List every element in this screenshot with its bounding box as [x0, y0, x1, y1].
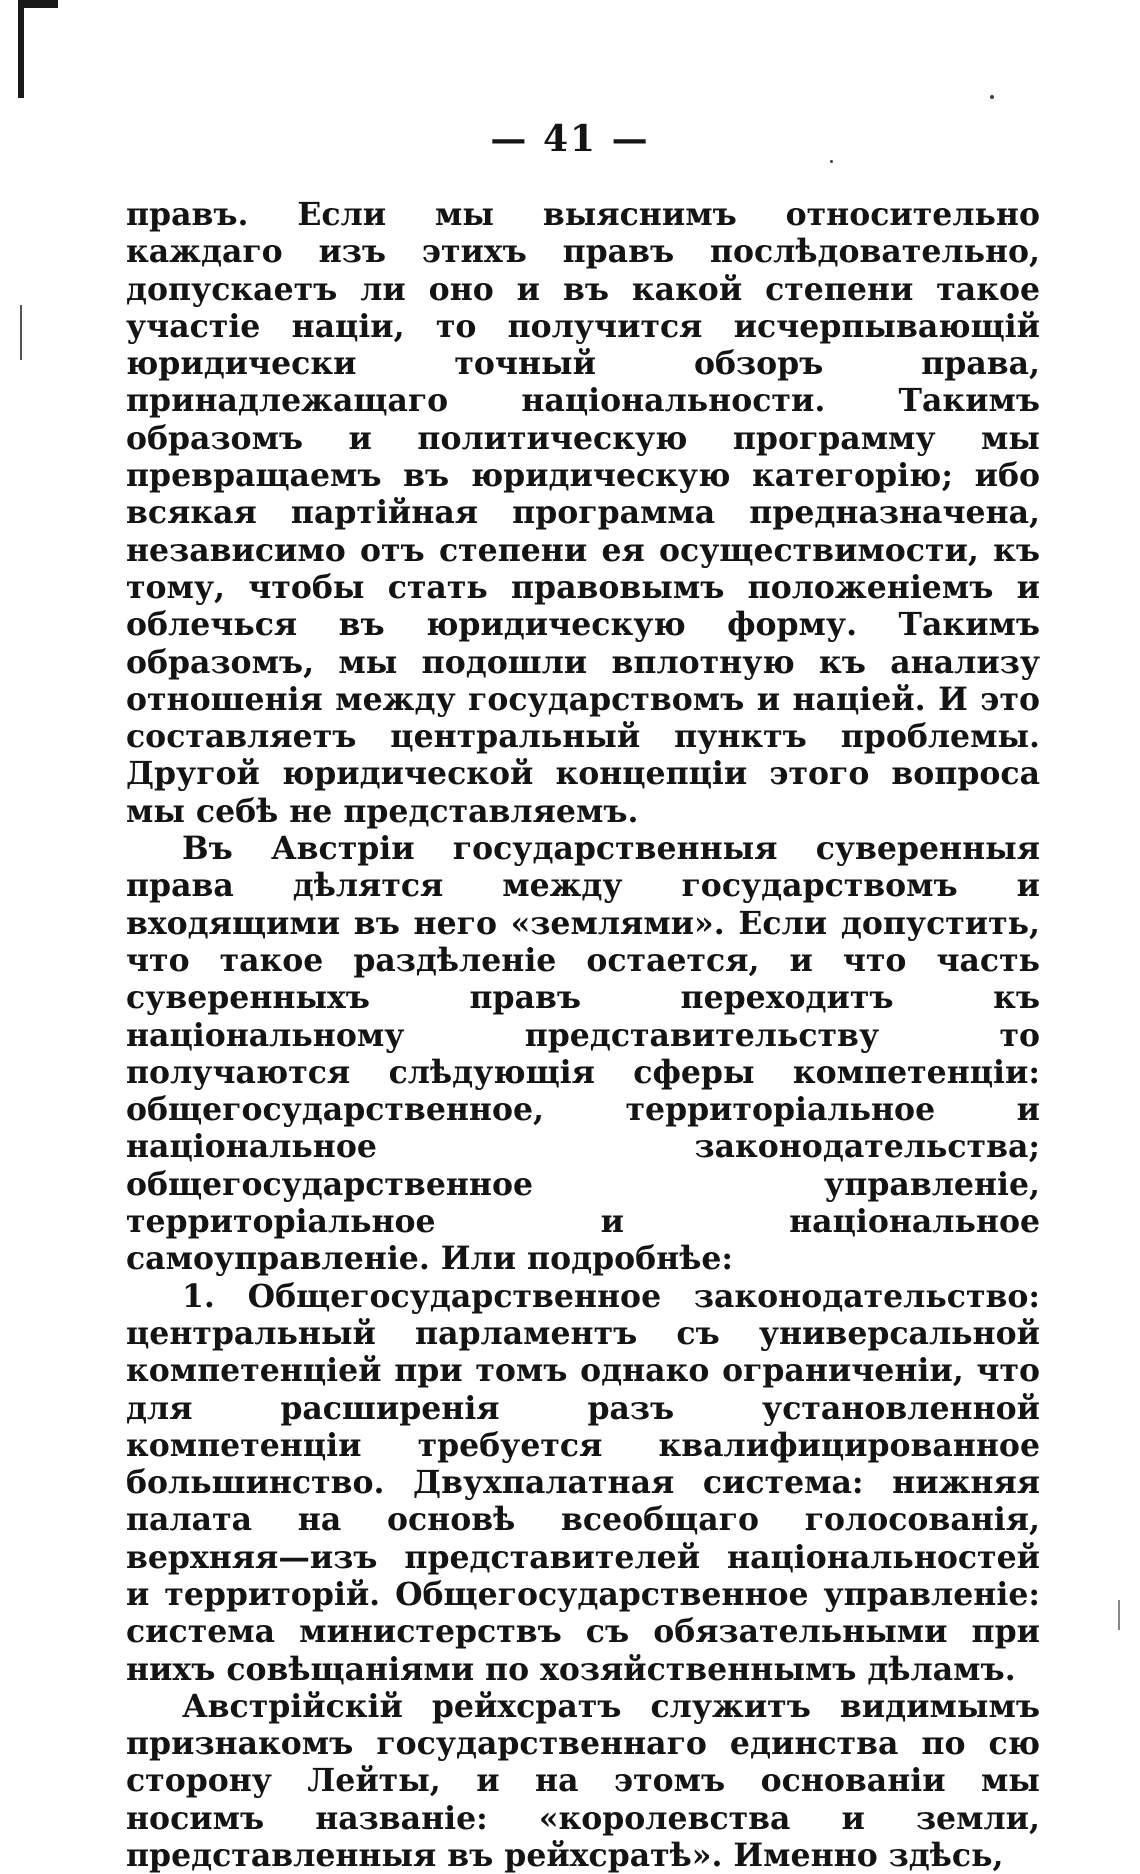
scan-speck: [830, 160, 833, 163]
paragraph: 1. Общегосударственное законодательство: центральный парламентъ съ универсальной компетенціей при томъ однако ограниченіи, что для расширенія разъ установленной компетенціи требуется квалифицированное большинство. Двухпалатная система: нижняя палата на основѣ всеобщаго голосованія, верхняя—изъ представителей національностей и территорій. Общегосударственное управленіе: система министерствъ съ обязательными при нихъ совѣщаніями по хозяйственнымъ дѣламъ.: [126, 1277, 1040, 1688]
scan-speck: [990, 95, 994, 99]
scan-edge-mark: [18, 0, 58, 8]
paragraph: Австрійскій рейхсратъ служитъ видимымъ признакомъ государственнаго единства по сю сторону Лейты, и на этомъ основаніи мы носимъ названіе: «королевства и земли, представленныя въ рейхсратѣ». Именно здѣсь,: [126, 1687, 1040, 1874]
page-text: [126, 196, 1040, 1874]
scan-edge-mark: [1118, 1600, 1120, 1630]
scan-edge-mark: [20, 305, 22, 360]
page-number: — 41 —: [490, 118, 650, 160]
paragraph: правъ. Если мы выяснимъ относительно каждаго изъ этихъ правъ послѣдовательно, допускаетъ ли оно и въ какой степени такое участіе націи, то получится исчерпывающій юридически точный обзоръ права, принадлежащаго національности. Такимъ образомъ и политическую программу мы превращаемъ въ юридическую категорію; ибо всякая партійная программа предназначена, независимо отъ степени ея осуществимости, къ тому, чтобы стать правовымъ положеніемъ и облечься въ юридическую форму. Такимъ образомъ, мы подошли вплотную къ анализу отношенія между государствомъ и націей. И это составляетъ центральный пунктъ проблемы. Другой юридической концепціи этого вопроса мы себѣ не представляемъ.: [126, 196, 1040, 830]
paragraph: Въ Австріи государственныя суверенныя права дѣлятся между государствомъ и входящими въ него «землями». Если допустить, что такое раздѣленіе остается, и что часть суверенныхъ правъ переходитъ къ національному представительству то получаются слѣдующія сферы компетенціи: общегосударственное, территоріальное и національное законодательства; общегосударственное управленіе, территоріальное и національное самоуправленіе. Или подробнѣе:: [126, 830, 1040, 1278]
scan-edge-mark: [18, 0, 24, 98]
